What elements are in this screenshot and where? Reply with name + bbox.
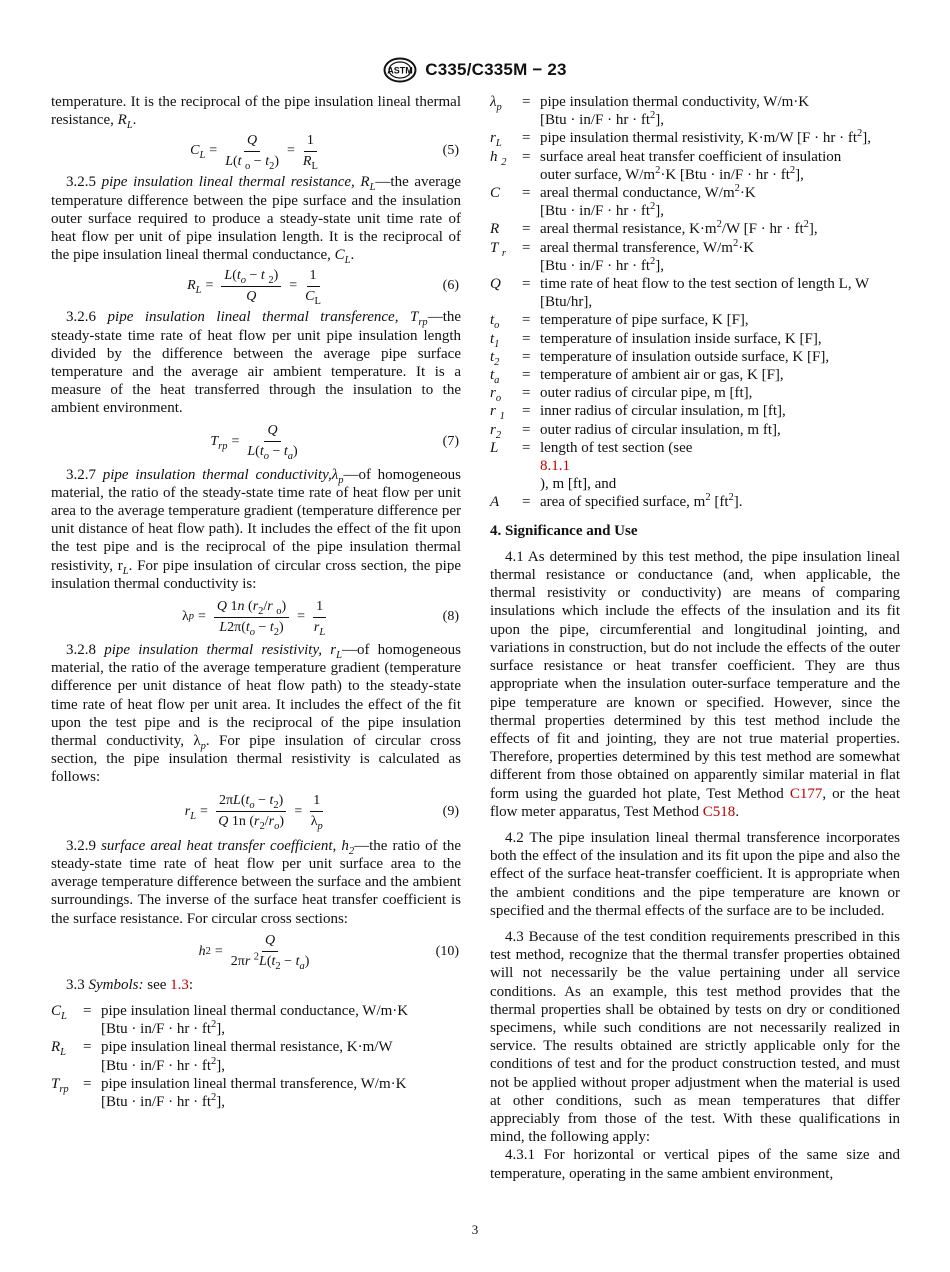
symbol: Q <box>490 276 501 293</box>
equation-number: (6) <box>442 278 459 294</box>
paragraph-4-1: 4.1 As determined by this test method, the pipe insulation lineal thermal resistance or conductance (and, when applicable, the thermal resistivity or conductivity) are means of comparing insulations which include the effects of the insulation and its fit upon the pipe, circumferential and longitudinal jointing, and variations in construction, but do not include the effects of the outer surface resistance or heat transfer coefficient. They are thus appropriate when the insulation outer-surface temperature and the pipe temperature are known or specified. However, since the thermal properties determined by this test method include the effects of fit and jointing, they are not true material properties. Therefore, properties determined by this test method are somewhat different from those obtained on apparently similar material in flat form using the guarded hot plate, Test Method C177, or the heat flow meter apparatus, Test Method C518. <box>490 548 900 820</box>
symbol-definition: areal thermal transference, $W/m^2\cdot K$ [Btu · in/F · hr · $ft^2$], <box>540 237 755 274</box>
symbol: L <box>490 439 499 456</box>
symbol-definition: temperature of insulation outside surface, K [F], <box>540 348 830 365</box>
paragraph-3-2-7: 3.2.7 pipe insulation thermal $conductivity,\lambda_p—of$ homogeneous material, the ratio of the steady-state time rate of heat flow per unit area to the average temperature gradient (temperature difference per unit distance of heat flow path). It includes the effect of the fit upon the test pipe and is the reciprocal of the pipe insulation thermal resistivity, $r_L$. For pipe insulation of circular cross section, the pipe insulation thermal conductivity is: <box>51 466 461 592</box>
symbol: $R_L$ <box>51 1039 67 1059</box>
left-column <box>51 93 461 1111</box>
symbol: r $_1$ <box>490 403 505 423</box>
equation-number: (7) <box>442 433 459 449</box>
symbol-definition: length of test section (see 8.1.1 ), m [ft], and <box>540 439 900 494</box>
equation-6: $R_L$ = $\frac{L(t_o - t _2)}{Q}$ = $\frac{1}{C_L}$ (6) <box>187 267 459 307</box>
symbol-definition: areal thermal conductance, $W/m^2\cdot K$ [Btu · in/F · hr · $ft^2$], <box>540 183 756 220</box>
symbol-definition: pipe insulation lineal thermal conductance, W/m·K [Btu · in/F · hr · $ft^2$], <box>101 1002 409 1038</box>
equation-9: $r_L$ = $\frac{2\pi L(t_o - t_2)}{Q 1n (r_2/r_o)}$ = $\frac{1}{\lambda_p}$ (9) <box>184 793 459 832</box>
equation-number: (10) <box>435 943 459 959</box>
document-number: C335/C335M − 23 <box>425 60 567 79</box>
symbol-definition: area of specified surface, $m^2$ $[ft^2]$. <box>540 492 743 511</box>
symbol-list-right: $\lambda_p$ = pipe insulation thermal conductivity, W/m·K [Btu · in/F · hr · $ft^2$], $r_L$ = pipe insulation thermal resistivity, K·m/W [F · hr · $ft^2$], h $_2$ = surface areal heat transfer coefficient of insulation outer surface, $W/m^2\cdot K$ [Btu · in/F · hr · $ft^2$], C = areal thermal conductance, $W/m^2\cdot K$ [Btu · in/F · hr · $ft^2$], R = areal thermal resistance, $K\cdot m^2/W$ [F · hr · $ft^2$], T $_r$ = areal thermal transference, $W/m^2\cdot K$ [Btu · in/F · hr · $ft^2$], Q = time rate of heat flow to the test section of length L, W [Btu/hr], $t_o$ = temperature of pipe surface, K [F], $t_1$ = temperature of insulation inside surface, K [F], $t_2$ = temperature of insulation outside surface, K [F], $t_a$ = temperature of ambient air or gas, K [F], $r_o$ = outer radius of circular pipe, m [ft], r $_1$ = inner radius of circular insulation, m [ft], $r_2$ = outer radius of circular insulation, m ft], L = length of test section (see 8.1.1 ), m [ft], and A = area of specified surface, $m^2$ $[ft^2]$. <box>490 93 900 512</box>
symbol-definition: pipe insulation thermal resistivity, K·m/W [F · hr · $ft^2$], <box>540 128 872 147</box>
symbol-definition: pipe insulation lineal thermal transference, W/m·K [Btu · in/F · hr · $ft^2$], <box>101 1075 407 1110</box>
symbol-definition: time rate of heat flow to the test section of length L, W [Btu/hr], <box>540 276 870 311</box>
page-header <box>0 58 950 82</box>
section-link-8-1-1[interactable]: 8.1.1 <box>540 458 570 475</box>
symbol-definition: temperature of ambient air or gas, K [F], <box>540 367 784 384</box>
paragraph-3-2-6: 3.2.6 pipe insulation lineal thermal transference, $T_{rp}—the$ steady-state time rate of heat flow per unit pipe insulation length divided by the difference between the average pipe surface temperature and the average air ambient temperature. It is a measure of the heat transferred through the insulation to the ambient environment. <box>51 309 462 417</box>
symbol: $C_L$ <box>51 1002 67 1022</box>
symbol-list-left: $C_L$ = pipe insulation lineal thermal conductance, W/m·K [Btu · in/F · hr · $ft^2$], $R_L$ = pipe insulation lineal thermal resistance, K·m/W [Btu · in/F · hr · $ft^2$], $T_{rp}$ = pipe insulation lineal thermal transference, W/m·K [Btu · in/F · hr · $ft^2$], <box>51 1002 461 1111</box>
equation-number: (9) <box>442 803 459 819</box>
symbol: $T_{rp}$ <box>51 1075 69 1095</box>
paragraph-3-2-8: 3.2.8 pipe insulation thermal resistivity, $r_L—of$ homogeneous material, the ratio of the average temperature gradient (temperature difference per unit distance of heat flow path) to the steady-state time rate of heat flow per unit area. It includes the effect of the fit upon the test pipe and is the reciprocal of the pipe insulation thermal conductivity, $\lambda_p$. For pipe insulation of circular cross section, the pipe insulation thermal resistivity is calculated as follows: <box>51 642 461 786</box>
symbol-definition: pipe insulation thermal conductivity, W/m·K [Btu · in/F · hr · $ft^2$], <box>540 94 810 129</box>
equation-10: h 2 = $\frac{Q}{2\pi r ^2L(t_2 - t_a)}$ (10) <box>198 933 459 972</box>
intro-paragraph: temperature. It is the reciprocal of the pipe insulation lineal thermal resistance, $R_L$. <box>51 94 461 132</box>
symbol: $t_1$ <box>490 330 500 350</box>
symbol: $r_o$ <box>490 385 502 405</box>
symbol-definition: pipe insulation lineal thermal resistance, K·m/W [Btu · in/F · hr · $ft^2$], <box>101 1039 393 1074</box>
symbol-definition: outer radius of circular pipe, m [ft], <box>540 385 753 402</box>
equation-7: $T_{rp}$ = $\frac{Q}{L(t_o - t_a)}$ (7) <box>210 423 459 462</box>
symbol-definition: temperature of pipe surface, K [F], <box>540 312 749 329</box>
right-column <box>490 93 900 1183</box>
symbol: h $_2$ <box>490 148 507 168</box>
paragraph-4-2: 4.2 The pipe insulation lineal thermal transference incorporates both the effect of the insulation and its fit upon the pipe and also the effect of the surface heat-transfer coefficient. It is appropriate when the ambient conditions and the pipe temperature are known or specified and the thermal effects of the surface are to be included. <box>490 829 900 919</box>
symbol: $t_o$ <box>490 312 500 332</box>
symbol: $t_2$ <box>490 348 500 368</box>
symbol: $\lambda_p$ <box>490 94 502 113</box>
page-number: 3 <box>471 1222 479 1237</box>
reference-link-c518[interactable]: C518 <box>702 803 736 820</box>
symbol-definition: outer radius of circular insulation, m ft], <box>540 421 781 438</box>
symbol-definition: surface areal heat transfer coefficient of insulation outer surface, $W/m^2\cdot K$ [Btu · in/F · hr · $ft^2$], <box>540 148 842 183</box>
symbol-definition: areal thermal resistance, $K\cdot m^2/W$ [F · hr · $ft^2$], <box>540 219 818 238</box>
symbol: $t_a$ <box>490 367 500 387</box>
symbol: A <box>490 494 500 511</box>
paragraph-3-2-9: 3.2.9 surface areal heat transfer coefficient, $h_2—the$ ratio of the steady-state time rate of heat flow per unit surface area to the average temperature difference between the surface and the ambient surroundings. The inverse of the surface heat transfer coefficient is the surface resistance. For circular cross sections: <box>51 837 462 927</box>
paragraph-3-3: 3.3 Symbols: see 1.3: <box>66 976 194 993</box>
reference-link-c177[interactable]: C177 <box>789 785 823 802</box>
equation-number: (8) <box>442 608 459 624</box>
symbol-definition: inner radius of circular insulation, m [ft], <box>540 403 786 420</box>
svg-text:ASTM: ASTM <box>387 65 414 76</box>
symbol: R <box>490 221 500 238</box>
paragraph-3-2-5: 3.2.5 pipe insulation lineal thermal resistance, $R_L—the$ average temperature difference between the pipe surface and the insulation outer surface required to produce a steady-state unit time rate of heat flow per unit of pipe insulation length. It is the reciprocal of the pipe insulation lineal thermal conductance, $C_L$. <box>51 174 461 267</box>
symbol: $r_2$ <box>490 421 502 441</box>
section-link-1-3[interactable]: 1.3 <box>170 976 189 993</box>
symbol: C <box>490 185 501 202</box>
equation-8: λ p = $\frac{Q 1n (r_2/r _o)}{L2\pi(t_o - t_2)}$ = $\frac{1}{r_L}$ (8) <box>181 598 459 638</box>
astm-logo-icon <box>383 57 417 83</box>
equation-5: $C_L$ = $\frac{Q}{L(t _o - t_2)}$ = $\frac{1}{R_L}$ (5) <box>190 132 459 172</box>
symbol-definition: temperature of insulation inside surface, K [F], <box>540 330 822 347</box>
equation-number: (5) <box>442 143 459 159</box>
symbol: T $_r$ <box>490 239 506 259</box>
symbol: $r_L$ <box>490 130 502 150</box>
paragraph-4-3: 4.3 Because of the test condition requirements prescribed in this test method, recognize that the thermal transfer properties obtained will not necessarily be the value pertaining under all service conditions. As an example, this test method provides that the thermal properties shall be obtained by tests on dry or conditioned specimens, while such conditions are not necessarily realized in service. The results obtained are strictly applicable only for the conditions of test and for the product construction tested, and must not be applied without proper adjustment when the material is used at other conditions, such as mean temperatures that differ appreciably from those of the test. With these qualifications in mind, the following apply: <box>490 928 900 1146</box>
paragraph-4-3-1: 4.3.1 For horizontal or vertical pipes of the same size and temperature, operating in the same ambient environment, <box>490 1147 900 1182</box>
section-4-heading: 4. Significance and Use <box>490 522 638 539</box>
